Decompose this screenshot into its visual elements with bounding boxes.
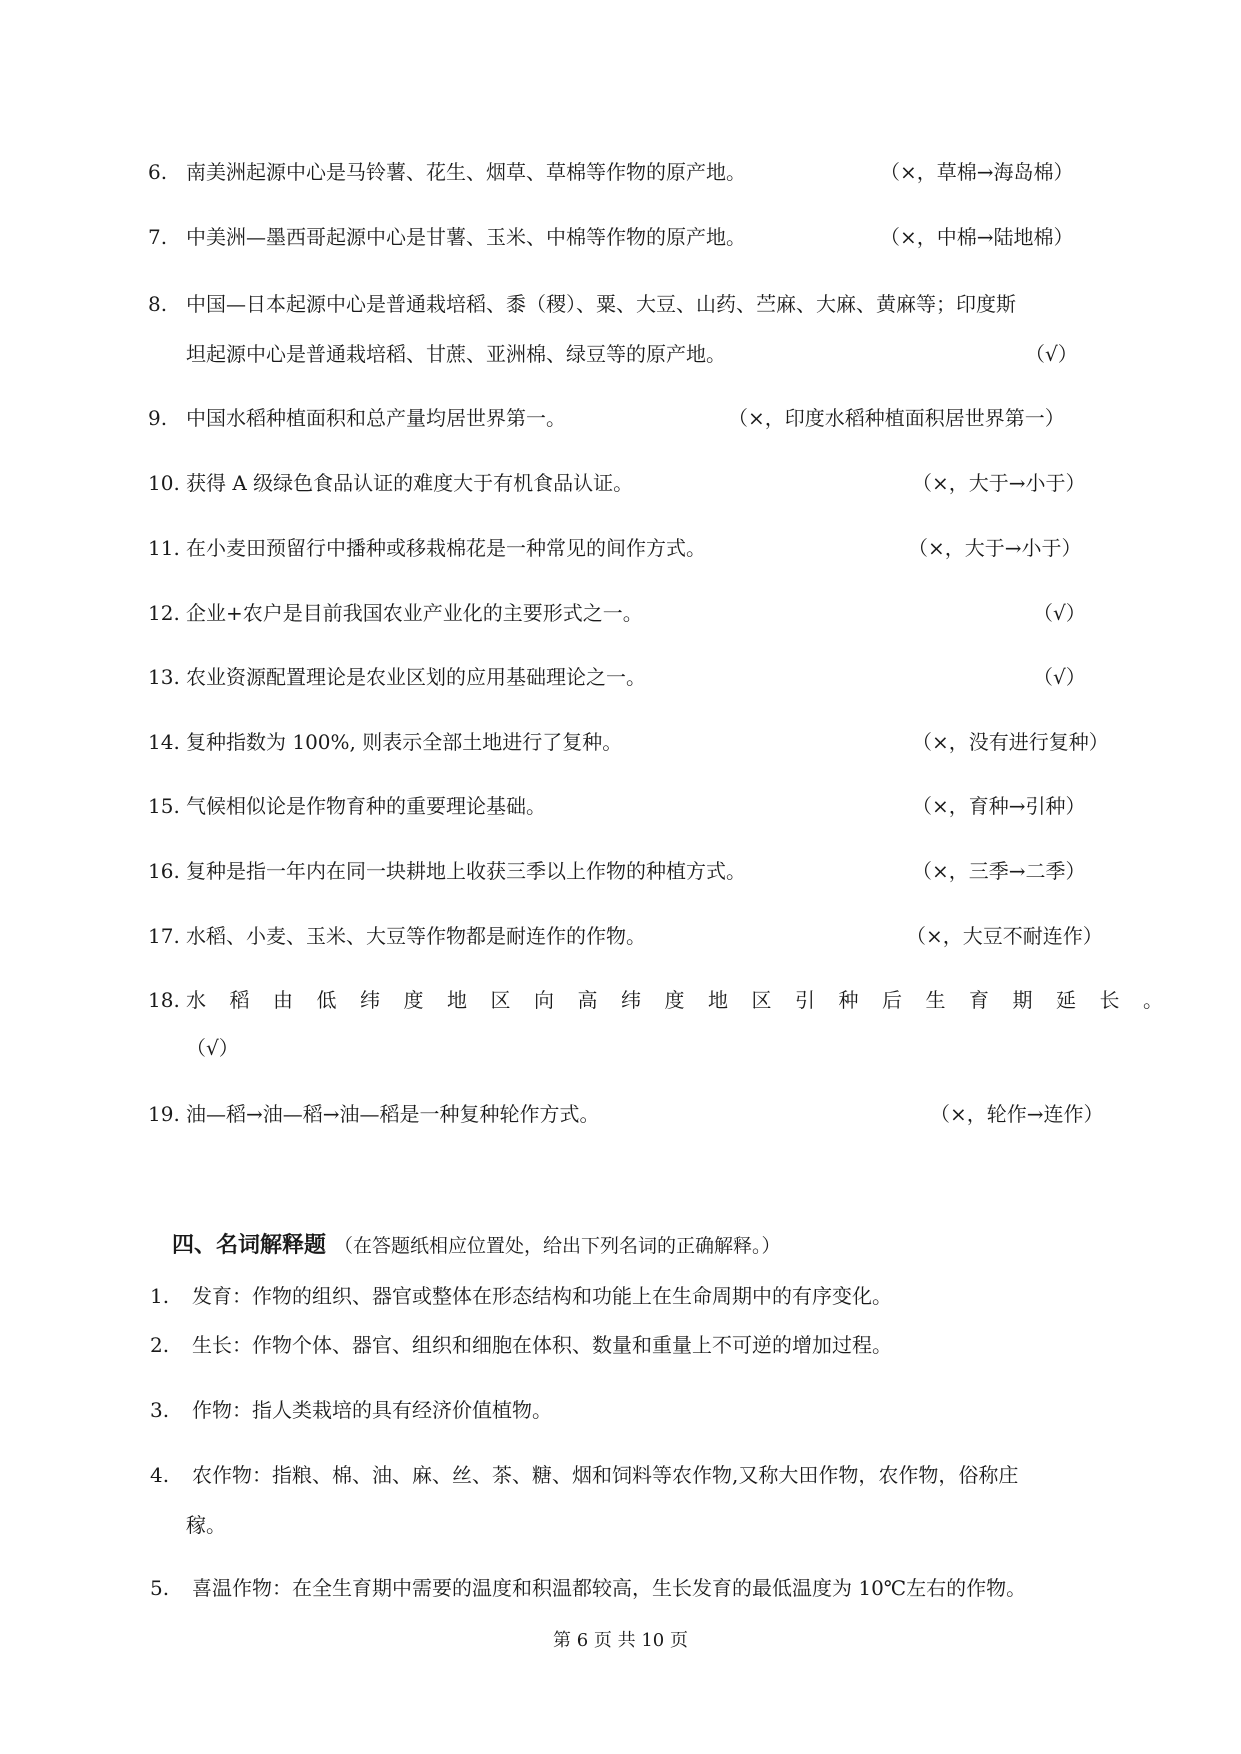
section-4-title: 四、名词解释题: [172, 1233, 327, 1258]
item-answer: （×，草棉→海岛棉）: [880, 160, 1074, 184]
item-answer: （×，轮作→连作）: [930, 1102, 1104, 1126]
judgment-item-12: [0, 593, 1241, 633]
item-number: 12.: [148, 601, 180, 625]
judgment-item-13: [0, 657, 1241, 697]
item-number: 11.: [148, 536, 180, 560]
item-text: 中美洲—墨西哥起源中心是甘薯、玉米、中棉等作物的原产地。: [186, 225, 746, 249]
item-number: 2.: [150, 1333, 170, 1357]
item-answer: （×，印度水稻种植面积居世界第一）: [728, 406, 1065, 430]
judgment-item-6: [0, 152, 1241, 192]
judgment-item-10: [0, 463, 1241, 503]
item-number: 18.: [148, 988, 180, 1012]
item-text: 水稻、小麦、玉米、大豆等作物都是耐连作的作物。: [186, 924, 646, 948]
item-number: 8.: [148, 292, 168, 316]
item-text: 复种指数为 100%, 则表示全部土地进行了复种。: [186, 730, 623, 754]
judgment-item-8-cont: [0, 334, 1241, 374]
judgment-item-14: [0, 722, 1241, 762]
item-number: 3.: [150, 1398, 170, 1422]
item-number: 13.: [148, 665, 180, 689]
item-answer: （√）: [186, 1036, 239, 1060]
item-text: 农业资源配置理论是农业区划的应用基础理论之一。: [186, 665, 646, 689]
item-text-continued: 稼。: [186, 1513, 226, 1537]
item-text: 获得 A 级绿色食品认证的难度大于有机食品认证。: [186, 471, 634, 495]
item-text-continued: 坦起源中心是普通栽培稻、甘蔗、亚洲棉、绿豆等的原产地。: [186, 342, 726, 366]
item-number: 9.: [148, 406, 168, 430]
judgment-item-18: [0, 980, 1241, 1020]
item-answer: （×，没有进行复种）: [912, 730, 1109, 754]
item-text: 农作物：指粮、棉、油、麻、丝、茶、糖、烟和饲料等农作物,又称大田作物，农作物，俗称庄: [192, 1463, 1019, 1487]
item-number: 6.: [148, 160, 168, 184]
item-number: 16.: [148, 859, 180, 883]
judgment-item-8: [0, 284, 1241, 324]
definition-item-2: [0, 1325, 1241, 1365]
item-number: 4.: [150, 1463, 170, 1487]
item-answer: （√）: [1033, 665, 1086, 689]
judgment-item-17: [0, 916, 1241, 956]
item-answer: （×，中棉→陆地棉）: [880, 225, 1074, 249]
item-answer: （×，大于→小于）: [908, 536, 1082, 560]
definition-item-4-cont: [0, 1505, 1241, 1545]
definition-item-4: [0, 1455, 1241, 1495]
judgment-item-9: [0, 398, 1241, 438]
judgment-item-11: [0, 528, 1241, 568]
item-text: 在小麦田预留行中播种或移栽棉花是一种常见的间作方式。: [186, 536, 706, 560]
judgment-item-18-cont: [0, 1028, 1241, 1068]
item-number: 19.: [148, 1102, 180, 1126]
item-text: 发育：作物的组织、器官或整体在形态结构和功能上在生命周期中的有序变化。: [192, 1284, 892, 1308]
item-number: 7.: [148, 225, 168, 249]
page-footer: 第 6 页 共 10 页: [553, 1630, 688, 1651]
item-text: 中国—日本起源中心是普通栽培稻、黍（稷）、粟、大豆、山药、苎麻、大麻、黄麻等；印度斯: [186, 292, 1016, 316]
judgment-item-19: [0, 1094, 1241, 1134]
definition-item-1: [0, 1276, 1241, 1316]
item-text: 水稻由低纬度地区向高纬度地区引种后生育期延长。: [186, 988, 1187, 1012]
item-number: 10.: [148, 471, 180, 495]
definition-item-5: [0, 1568, 1241, 1608]
item-number: 15.: [148, 794, 180, 818]
item-number: 17.: [148, 924, 180, 948]
item-answer: （×，三季→二季）: [912, 859, 1086, 883]
section-4-instruction: （在答题纸相应位置处，给出下列名词的正确解释。）: [334, 1235, 781, 1257]
item-answer: （√）: [1025, 342, 1078, 366]
item-answer: （√）: [1033, 601, 1086, 625]
item-text: 南美洲起源中心是马铃薯、花生、烟草、草棉等作物的原产地。: [186, 160, 746, 184]
item-text: 气候相似论是作物育种的重要理论基础。: [186, 794, 546, 818]
judgment-item-16: [0, 851, 1241, 891]
item-text: 作物：指人类栽培的具有经济价值植物。: [192, 1398, 552, 1422]
item-text: 中国水稻种植面积和总产量均居世界第一。: [186, 406, 566, 430]
item-answer: （×，育种→引种）: [912, 794, 1086, 818]
item-number: 14.: [148, 730, 180, 754]
item-text: 喜温作物：在全生育期中需要的温度和积温都较高，生长发育的最低温度为 10℃左右的作物。: [192, 1576, 1027, 1600]
item-answer: （×，大于→小于）: [912, 471, 1086, 495]
item-number: 1.: [150, 1284, 170, 1308]
item-text: 复种是指一年内在同一块耕地上收获三季以上作物的种植方式。: [186, 859, 746, 883]
item-text: 生长：作物个体、器官、组织和细胞在体积、数量和重量上不可逆的增加过程。: [192, 1333, 892, 1357]
definition-item-3: [0, 1390, 1241, 1430]
section-4-heading: [172, 1226, 781, 1266]
judgment-item-15: [0, 786, 1241, 826]
judgment-item-7: [0, 217, 1241, 257]
item-answer: （×，大豆不耐连作）: [906, 924, 1103, 948]
item-text: 企业+农户是目前我国农业产业化的主要形式之一。: [186, 601, 643, 625]
item-text: 油—稻→油—稻→油—稻是一种复种轮作方式。: [186, 1102, 600, 1126]
item-number: 5.: [150, 1576, 170, 1600]
